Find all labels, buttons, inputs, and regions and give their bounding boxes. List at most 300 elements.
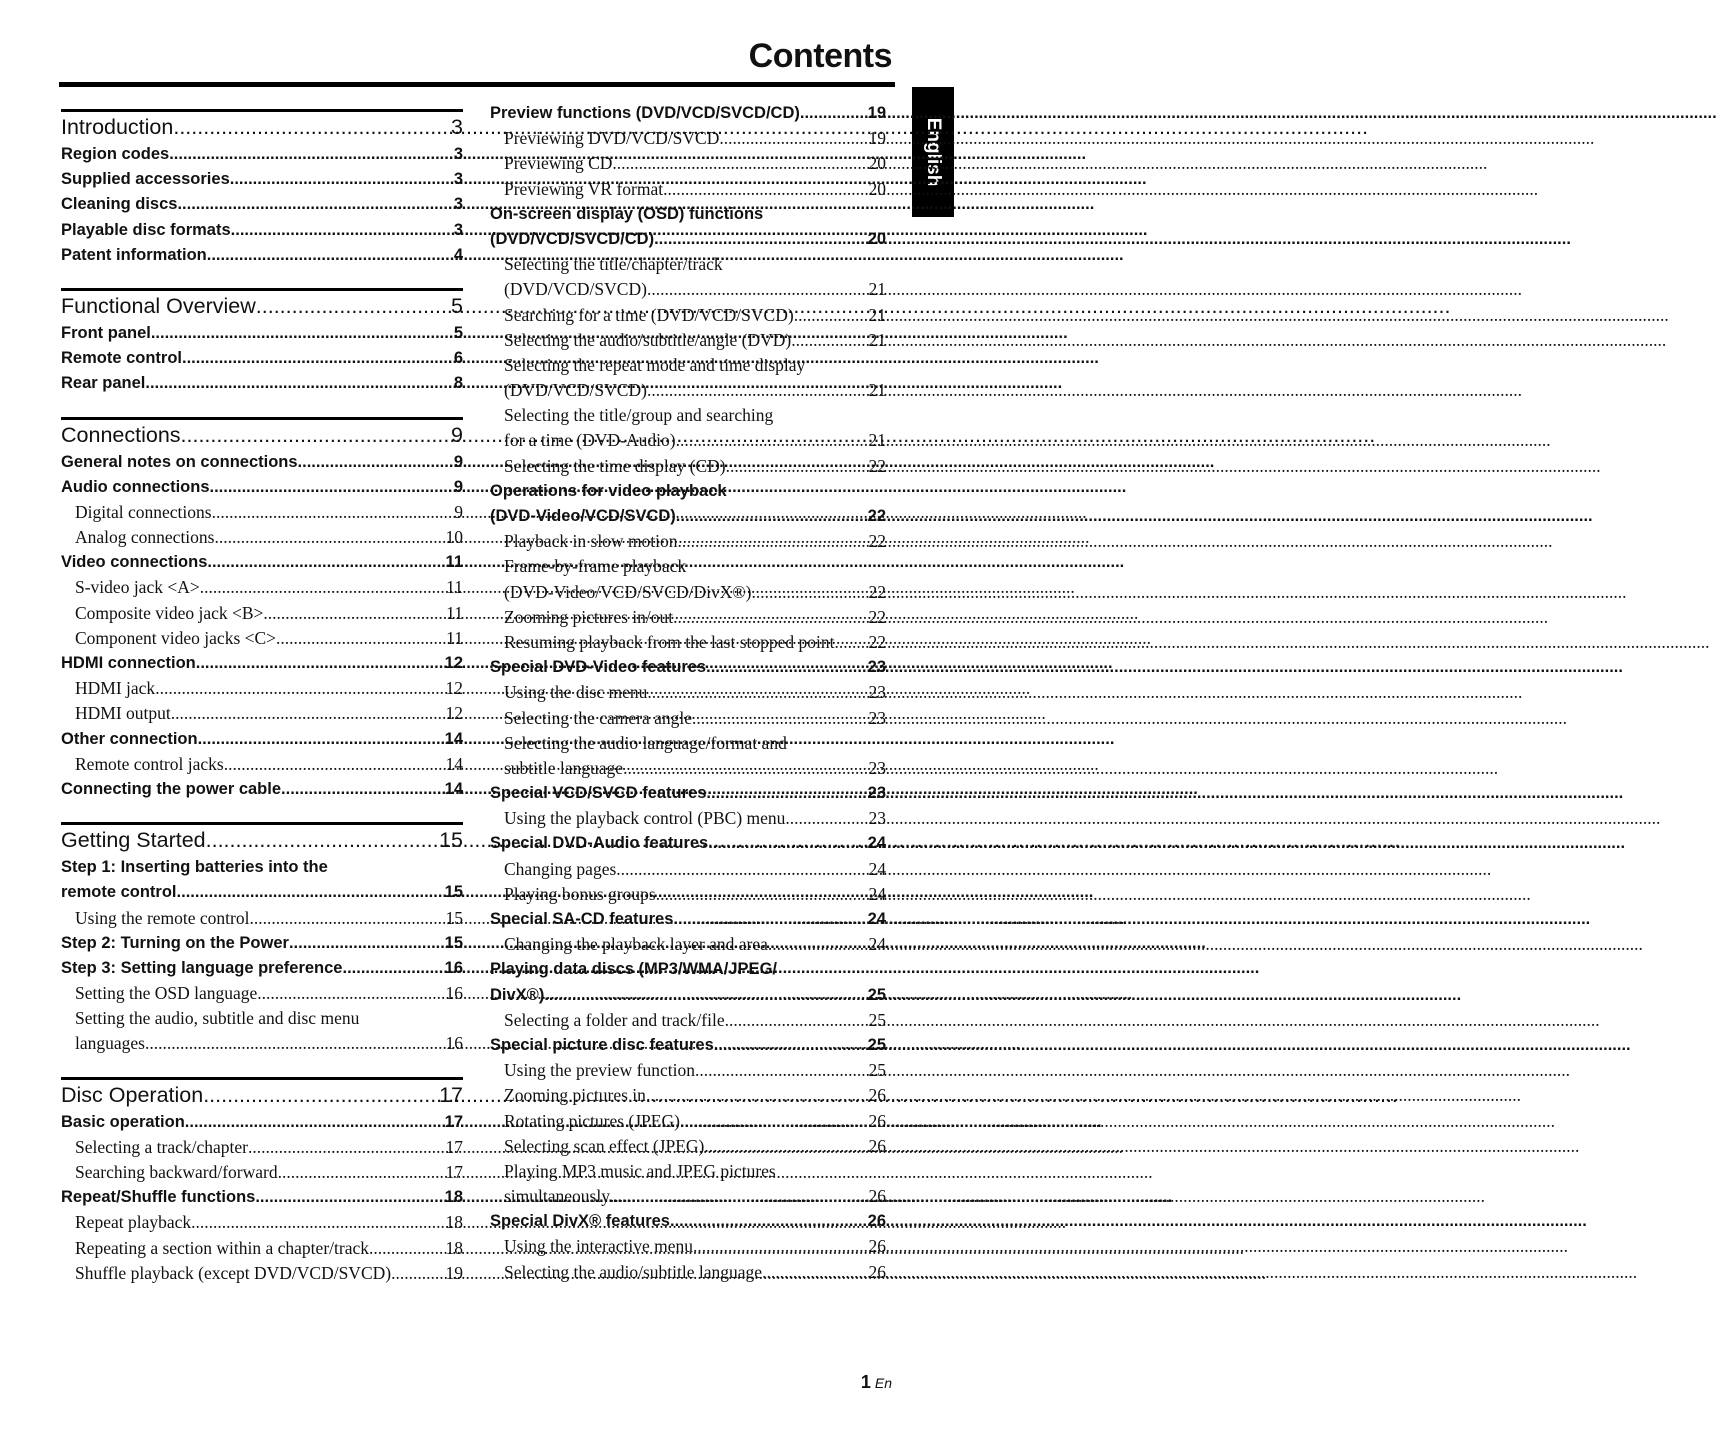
- toc-entry-label: HDMI jack: [75, 678, 156, 699]
- toc-section-entry[interactable]: [490, 504, 886, 529]
- toc-entry-page: 21: [868, 329, 886, 350]
- dot-leader: [391, 1261, 444, 1286]
- toc-entry-page: 22: [867, 507, 886, 525]
- toc-entry-label: languages: [75, 1033, 145, 1054]
- toc-entry-label: (DVD/VCD/SVCD): [504, 380, 647, 401]
- toc-entry-page: 26: [867, 1212, 886, 1231]
- toc-chapter-entry[interactable]: [61, 112, 463, 142]
- toc-entry-label: Previewing VR format: [504, 178, 664, 199]
- toc-entry-label: Special SA-CD features: [490, 910, 674, 928]
- toc-entry-label: Special VCD/SVCD features: [490, 784, 707, 803]
- toc-section-entry[interactable]: [490, 831, 886, 856]
- toc-sub-entry[interactable]: [490, 454, 886, 479]
- toc-section-entry[interactable]: [61, 346, 463, 371]
- dot-leader: [647, 277, 868, 302]
- chapter-spacer: [61, 268, 463, 280]
- toc-section-entry[interactable]: [490, 1209, 886, 1234]
- toc-entry-page: 12: [444, 654, 463, 672]
- dot-leader: [610, 1184, 868, 1209]
- toc-section-entry[interactable]: [61, 931, 463, 956]
- page-title: Contents: [748, 37, 892, 75]
- toc-entry-line: Step 1: Inserting batteries into the: [61, 858, 328, 877]
- toc-entry-label: Rotating pictures (JPEG): [504, 1110, 680, 1131]
- toc-entry-label: Rear panel: [61, 374, 146, 393]
- toc-chapter-entry[interactable]: [61, 825, 463, 855]
- toc-section-entry[interactable]: [61, 243, 463, 268]
- toc-sub-entry[interactable]: [490, 882, 886, 907]
- toc-entry-label: (DVD-Video/VCD/SVCD): [490, 507, 676, 525]
- toc-entry-page: 16: [445, 1033, 463, 1054]
- toc-sub-entry[interactable]: [490, 1134, 886, 1159]
- toc-entry-page: 24: [868, 883, 886, 904]
- toc-sub-entry[interactable]: [61, 1210, 463, 1235]
- toc-section-entry[interactable]: [61, 777, 463, 802]
- toc-entry-label: Special DivX® features: [490, 1212, 670, 1231]
- toc-entry-page: 21: [868, 430, 886, 451]
- dot-leader: [196, 651, 444, 676]
- toc-entry-page: 23: [867, 658, 886, 677]
- toc-entry-page: 15: [444, 883, 463, 902]
- toc-entry-label: Selecting the camera angle: [504, 707, 693, 728]
- dot-leader: [289, 931, 444, 956]
- title-divider: [59, 82, 895, 87]
- dot-leader: [173, 112, 450, 142]
- dot-leader: [656, 882, 868, 907]
- toc-section-entry[interactable]: [490, 227, 886, 252]
- toc-entry-line: Selecting the title/group and searching: [504, 405, 774, 426]
- toc-section-entry[interactable]: [61, 167, 463, 192]
- toc-sub-entry[interactable]: [490, 277, 886, 302]
- toc-section-entry[interactable]: [490, 983, 886, 1008]
- toc-entry-page: 17: [445, 1136, 463, 1157]
- toc-sub-entry[interactable]: [490, 630, 886, 655]
- toc-entry-label: S-video jack <A>: [75, 577, 200, 598]
- toc-entry-page: 18: [444, 1188, 463, 1207]
- dot-leader: [673, 907, 866, 932]
- toc-entry-label: Using the disc menu: [504, 682, 648, 703]
- toc-entry-label: Zooming pictures in: [504, 1085, 646, 1106]
- toc-entry-label: Special DVD-Audio features: [490, 834, 709, 853]
- dot-leader: [726, 454, 868, 479]
- dot-leader: [647, 378, 868, 403]
- toc-section-entry[interactable]: [61, 880, 463, 905]
- toc-entry-label: Changing pages: [504, 858, 617, 879]
- toc-entry-label: Special picture disc features: [490, 1035, 714, 1054]
- dot-leader: [255, 1185, 443, 1210]
- toc-entry-page: 21: [868, 279, 886, 300]
- toc-entry-label: Getting Started: [61, 828, 206, 853]
- toc-entry-label: Playing bonus groups: [504, 883, 656, 904]
- dot-leader: [623, 756, 867, 781]
- toc-sub-entry[interactable]: [490, 806, 886, 831]
- dot-leader: [206, 825, 438, 855]
- page-number: [861, 1372, 892, 1393]
- toc-entry-page: 3: [453, 220, 463, 239]
- dot-leader: [646, 1083, 868, 1108]
- toc-entry-label: Setting the OSD language: [75, 983, 258, 1004]
- toc-entry-page: 9: [454, 501, 463, 522]
- toc-entry-label: Patent information: [61, 245, 207, 264]
- toc-chapter-entry[interactable]: [61, 291, 463, 321]
- toc-entry-label: Shuffle playback (except DVD/VCD/SVCD): [75, 1262, 392, 1283]
- dot-leader: [145, 371, 452, 396]
- toc-section-entry[interactable]: [61, 550, 463, 575]
- toc-entry-page: 19: [868, 128, 886, 149]
- dot-leader: [654, 227, 867, 252]
- dot-leader: [151, 321, 453, 346]
- dot-leader: [663, 177, 867, 202]
- toc-entry-page: 25: [868, 1009, 886, 1030]
- toc-section-entry[interactable]: [61, 1110, 463, 1135]
- toc-sub-entry[interactable]: [490, 378, 886, 403]
- toc-entry-label: Using the preview function: [504, 1060, 695, 1081]
- toc-entry-page: 4: [453, 245, 463, 264]
- toc-section-entry[interactable]: [490, 101, 886, 126]
- toc-entry-page: 18: [445, 1212, 463, 1233]
- dot-leader: [708, 831, 866, 856]
- toc-sub-entry[interactable]: [490, 580, 886, 605]
- dot-leader: [182, 346, 453, 371]
- toc-entry-label: Introduction: [61, 115, 174, 139]
- toc-sub-entry[interactable]: [490, 605, 886, 630]
- dot-leader: [203, 1080, 438, 1110]
- toc-entry-page: 10: [445, 527, 463, 548]
- toc-entry-label: Digital connections: [75, 501, 212, 522]
- language-tab-label: English: [923, 117, 944, 187]
- toc-sub-entry[interactable]: [490, 126, 886, 151]
- dot-leader: [276, 626, 445, 651]
- toc-sub-entry[interactable]: [61, 601, 463, 626]
- toc-entry-label: (DVD/VCD/SVCD): [504, 279, 647, 300]
- toc-entry-label: Playback in slow motion: [504, 531, 678, 552]
- dot-leader: [207, 243, 453, 268]
- toc-sub-entry[interactable]: [61, 525, 463, 550]
- toc-section-entry[interactable]: [61, 371, 463, 396]
- dot-leader: [673, 605, 867, 630]
- toc-entry-label: Selecting the time display (CD): [504, 455, 726, 476]
- toc-entry-line: Operations for video playback: [490, 481, 727, 500]
- toc-entry-label: remote control: [61, 883, 177, 902]
- toc-entry-page: 15: [444, 933, 463, 952]
- dot-leader: [706, 781, 866, 806]
- toc-section-entry[interactable]: [61, 956, 463, 981]
- toc-entry-label: Front panel: [61, 323, 151, 342]
- toc-entry-label: Cleaning discs: [61, 195, 178, 214]
- dot-leader: [616, 857, 867, 882]
- toc-section-entry[interactable]: [490, 1033, 886, 1058]
- dot-leader: [693, 1234, 867, 1259]
- toc-entry-label: Repeat playback: [75, 1212, 192, 1233]
- dot-leader: [676, 504, 867, 529]
- dot-leader: [676, 428, 868, 453]
- toc-section-entry[interactable]: [490, 907, 886, 932]
- toc-sub-entry[interactable]: [490, 680, 886, 705]
- toc-entry-label: subtitle language: [504, 757, 624, 778]
- toc-entry-label: General notes on connections: [61, 452, 298, 471]
- toc-entry-page: 14: [444, 729, 463, 748]
- toc-entry-label: Connecting the power cable: [61, 779, 282, 798]
- dot-leader: [762, 1260, 867, 1285]
- dot-leader: [298, 450, 453, 475]
- toc-sub-entry[interactable]: [490, 1234, 886, 1259]
- toc-entry-page: 3: [453, 170, 463, 189]
- toc-sub-entry[interactable]: [61, 575, 463, 600]
- toc-entry-page: 26: [868, 1186, 886, 1207]
- toc-entry-page: 26: [868, 1135, 886, 1156]
- toc-sub-entry[interactable]: [490, 303, 886, 328]
- toc-entry-page: 19: [445, 1262, 463, 1283]
- toc-sub-entry[interactable]: [490, 1109, 886, 1134]
- toc-entry-page: 11: [446, 627, 463, 648]
- dot-leader: [369, 1236, 445, 1261]
- toc-entry-page: 23: [868, 682, 886, 703]
- toc-entry-label: Step 2: Turning on the Power: [61, 933, 289, 952]
- toc-entry-page: 26: [868, 1110, 886, 1131]
- toc-entry-page: 25: [867, 1035, 886, 1054]
- toc-section-entry[interactable]: [490, 655, 886, 680]
- toc-entry-page: 5: [453, 323, 463, 342]
- toc-entry-label: Special DVD-Video features: [490, 658, 707, 677]
- dot-leader: [706, 655, 867, 680]
- toc-entry-page: 22: [868, 631, 886, 652]
- dot-leader: [155, 676, 444, 701]
- dot-leader: [342, 956, 443, 981]
- toc-sub-entry[interactable]: [490, 428, 886, 453]
- toc-entry-line: Playing MP3 music and JPEG pictures: [504, 1160, 776, 1181]
- dot-leader: [249, 906, 444, 931]
- dot-leader: [185, 1110, 444, 1135]
- toc-entry-label: Resuming playback from the last stopped point: [504, 631, 835, 652]
- toc-section-entry[interactable]: [61, 475, 463, 500]
- page-number-suffix: En: [874, 1375, 892, 1391]
- dot-leader: [725, 1008, 868, 1033]
- dot-leader: [680, 1109, 868, 1134]
- toc-entry-page: 24: [867, 834, 886, 853]
- toc-sub-entry[interactable]: [61, 1261, 463, 1286]
- toc-entry-page: 15: [439, 828, 463, 853]
- toc-sub-entry[interactable]: [61, 981, 463, 1006]
- dot-leader: [212, 500, 454, 525]
- toc-sub-entry[interactable]: [61, 906, 463, 931]
- toc-entry-page: 15: [445, 907, 463, 928]
- toc-sub-entry[interactable]: [61, 1236, 463, 1261]
- toc-entry-label: for a time (DVD-Audio): [504, 430, 676, 451]
- toc-sub-entry[interactable]: [490, 1083, 886, 1108]
- toc-entry-label: Zooming pictures in/out: [504, 606, 674, 627]
- toc-entry-label: Supplied accessories: [61, 170, 230, 189]
- toc-entry-page: 3: [451, 115, 463, 139]
- toc-entry-page: 11: [446, 577, 463, 598]
- toc-entry-label: Analog connections: [75, 527, 215, 548]
- toc-entry-label: Selecting the audio/subtitle language: [504, 1261, 763, 1282]
- toc-entry-label: Functional Overview: [61, 293, 256, 318]
- toc-entry-page: 12: [445, 678, 463, 699]
- dot-leader: [794, 303, 868, 328]
- toc-section-entry[interactable]: [61, 1185, 463, 1210]
- toc-entry-label: Selecting scan effect (JPEG): [504, 1135, 705, 1156]
- toc-entry-page: 23: [868, 707, 886, 728]
- dot-leader: [177, 880, 444, 905]
- toc-entry-page: 3: [453, 195, 463, 214]
- toc-entry-page: 16: [444, 958, 463, 977]
- toc-chapter-entry[interactable]: [61, 1080, 463, 1110]
- toc-entry-page: 11: [446, 602, 463, 623]
- toc-section-entry[interactable]: [490, 781, 886, 806]
- toc-entry-label: Step 3: Setting language preference: [61, 958, 343, 977]
- toc-entry-page: 17: [444, 1112, 463, 1131]
- toc-column-left: [61, 101, 463, 1286]
- dot-leader: [210, 475, 453, 500]
- toc-sub-entry[interactable]: [490, 529, 886, 554]
- toc-sub-entry[interactable]: [490, 706, 886, 731]
- dot-leader: [752, 580, 868, 605]
- toc-sub-entry[interactable]: [490, 1260, 886, 1285]
- toc-entry-label: Selecting the audio/subtitle/angle (DVD): [504, 329, 792, 350]
- toc-sub-entry[interactable]: [61, 626, 463, 651]
- toc-entry-label: Other connection: [61, 729, 198, 748]
- toc-sub-entry[interactable]: [490, 1008, 886, 1033]
- toc-entry-label: Playable disc formats: [61, 220, 231, 239]
- toc-entry-page: 23: [868, 757, 886, 778]
- toc-entry-page: 14: [445, 753, 463, 774]
- toc-entry-page: 23: [868, 808, 886, 829]
- dot-leader: [612, 151, 867, 176]
- toc-entry-page: 26: [868, 1261, 886, 1282]
- toc-entry-page: 26: [868, 1236, 886, 1257]
- toc-sub-entry[interactable]: [490, 1184, 886, 1209]
- toc-entry-page: 19: [867, 104, 886, 122]
- dot-leader: [714, 1033, 867, 1058]
- toc-sub-entry[interactable]: [490, 177, 886, 202]
- toc-sub-entry[interactable]: [490, 151, 886, 176]
- toc-sub-entry[interactable]: [61, 676, 463, 701]
- dot-leader: [670, 1209, 867, 1234]
- toc-entry-line: Frame-by-frame playback: [504, 556, 687, 577]
- dot-leader: [785, 806, 867, 831]
- toc-entry-page: 20: [867, 229, 886, 248]
- toc-entry-label: DivX®): [490, 985, 545, 1004]
- dot-leader: [181, 420, 451, 450]
- toc-section-entry[interactable]: [61, 727, 463, 752]
- dot-leader: [200, 575, 445, 600]
- dot-leader: [207, 550, 444, 575]
- dot-leader: [263, 601, 445, 626]
- toc-sub-entry[interactable]: [61, 500, 463, 525]
- dot-leader: [719, 126, 867, 151]
- dot-leader: [281, 777, 444, 802]
- toc-column-right: [490, 101, 886, 1285]
- toc-entry-label: Repeating a section within a chapter/track: [75, 1237, 369, 1258]
- toc-entry-label: Previewing CD: [504, 153, 613, 174]
- toc-entry-line: Selecting the repeat mode and time display: [504, 354, 806, 375]
- toc-section-entry[interactable]: [61, 321, 463, 346]
- toc-entry-page: 9: [453, 452, 463, 471]
- toc-entry-page: 20: [868, 153, 886, 174]
- toc-entry-label: Searching for a time (DVD/VCD/SVCD): [504, 304, 794, 325]
- dot-leader: [835, 630, 868, 655]
- chapter-spacer: [61, 802, 463, 814]
- toc-entry-label: simultaneously: [504, 1186, 610, 1207]
- toc-entry-label: Using the playback control (PBC) menu: [504, 808, 786, 829]
- toc-sub-entry[interactable]: [490, 932, 886, 957]
- toc-entry-page: 23: [867, 784, 886, 803]
- toc-entry-page: 3: [453, 145, 463, 163]
- dot-leader: [145, 1031, 445, 1056]
- toc-entry-label: Composite video jack <B>: [75, 602, 264, 623]
- toc-section-entry[interactable]: [61, 450, 463, 475]
- dot-leader: [198, 727, 444, 752]
- toc-sub-entry[interactable]: [490, 328, 886, 353]
- toc-entry-page: 6: [453, 349, 463, 368]
- dot-leader: [191, 1210, 444, 1235]
- toc-entry-label: Disc Operation: [61, 1082, 204, 1107]
- toc-entry-page: 24: [868, 858, 886, 879]
- toc-section-entry[interactable]: [61, 142, 463, 167]
- toc-entry-page: 14: [444, 779, 463, 798]
- toc-entry-label: HDMI output: [75, 703, 171, 724]
- dot-leader: [704, 1134, 867, 1159]
- toc-entry-page: 9: [453, 477, 463, 496]
- toc-sub-entry[interactable]: [61, 1135, 463, 1160]
- chapter-spacer: [61, 397, 463, 409]
- dot-leader: [695, 1058, 868, 1083]
- toc-sub-entry[interactable]: [61, 752, 463, 777]
- toc-entry-page: 17: [445, 1162, 463, 1182]
- toc-entry-label: Remote control: [61, 349, 183, 368]
- dot-leader: [230, 167, 453, 192]
- dot-leader: [257, 981, 444, 1006]
- toc-entry-label: Previewing DVD/VCD/SVCD: [504, 128, 720, 149]
- dot-leader: [171, 701, 445, 726]
- toc-entry-line: Playing data discs (MP3/WMA/JPEG/: [490, 960, 777, 979]
- toc-entry-label: Connections: [61, 422, 181, 447]
- toc-section-entry[interactable]: [61, 651, 463, 676]
- toc-entry-label: HDMI connection: [61, 654, 196, 672]
- toc-entry-page: 8: [453, 374, 463, 393]
- toc-sub-entry[interactable]: [61, 1160, 463, 1185]
- toc-entry-label: Component video jacks <C>: [75, 627, 277, 648]
- toc-entry-page: 11: [445, 553, 463, 572]
- toc-entry-label: Region codes: [61, 145, 170, 163]
- toc-sub-entry[interactable]: [61, 1031, 463, 1056]
- toc-entry-page: 24: [867, 910, 886, 928]
- toc-entry-label: Audio connections: [61, 477, 210, 496]
- toc-entry-page: 18: [445, 1237, 463, 1258]
- toc-entry-page: 24: [868, 934, 886, 955]
- toc-sub-entry[interactable]: [61, 701, 463, 726]
- toc-section-entry[interactable]: [61, 218, 463, 243]
- dot-leader: [678, 529, 868, 554]
- toc-entry-page: 22: [868, 581, 886, 602]
- toc-entry-page: 9: [451, 422, 463, 447]
- dot-leader: [224, 752, 445, 777]
- toc-entry-line: Setting the audio, subtitle and disc menu: [75, 1008, 360, 1029]
- toc-chapter-entry[interactable]: [61, 420, 463, 450]
- toc-entry-page: 12: [445, 703, 463, 724]
- toc-entry-page: 16: [445, 983, 463, 1004]
- toc-sub-entry[interactable]: [490, 756, 886, 781]
- toc-entry-page: 25: [867, 985, 886, 1004]
- toc-entry-line: Selecting the title/chapter/track: [504, 254, 723, 275]
- toc-entry-page: 21: [868, 304, 886, 325]
- toc-entry-line: Selecting the audio language/format and: [504, 732, 787, 753]
- toc-section-entry[interactable]: [61, 192, 463, 217]
- toc-entry-page: 21: [868, 380, 886, 401]
- toc-entry-label: Changing the playback layer and area: [504, 934, 768, 955]
- toc-entry-label: Preview functions (DVD/VCD/SVCD/CD): [490, 104, 800, 122]
- toc-sub-entry[interactable]: [490, 857, 886, 882]
- toc-sub-entry[interactable]: [490, 1058, 886, 1083]
